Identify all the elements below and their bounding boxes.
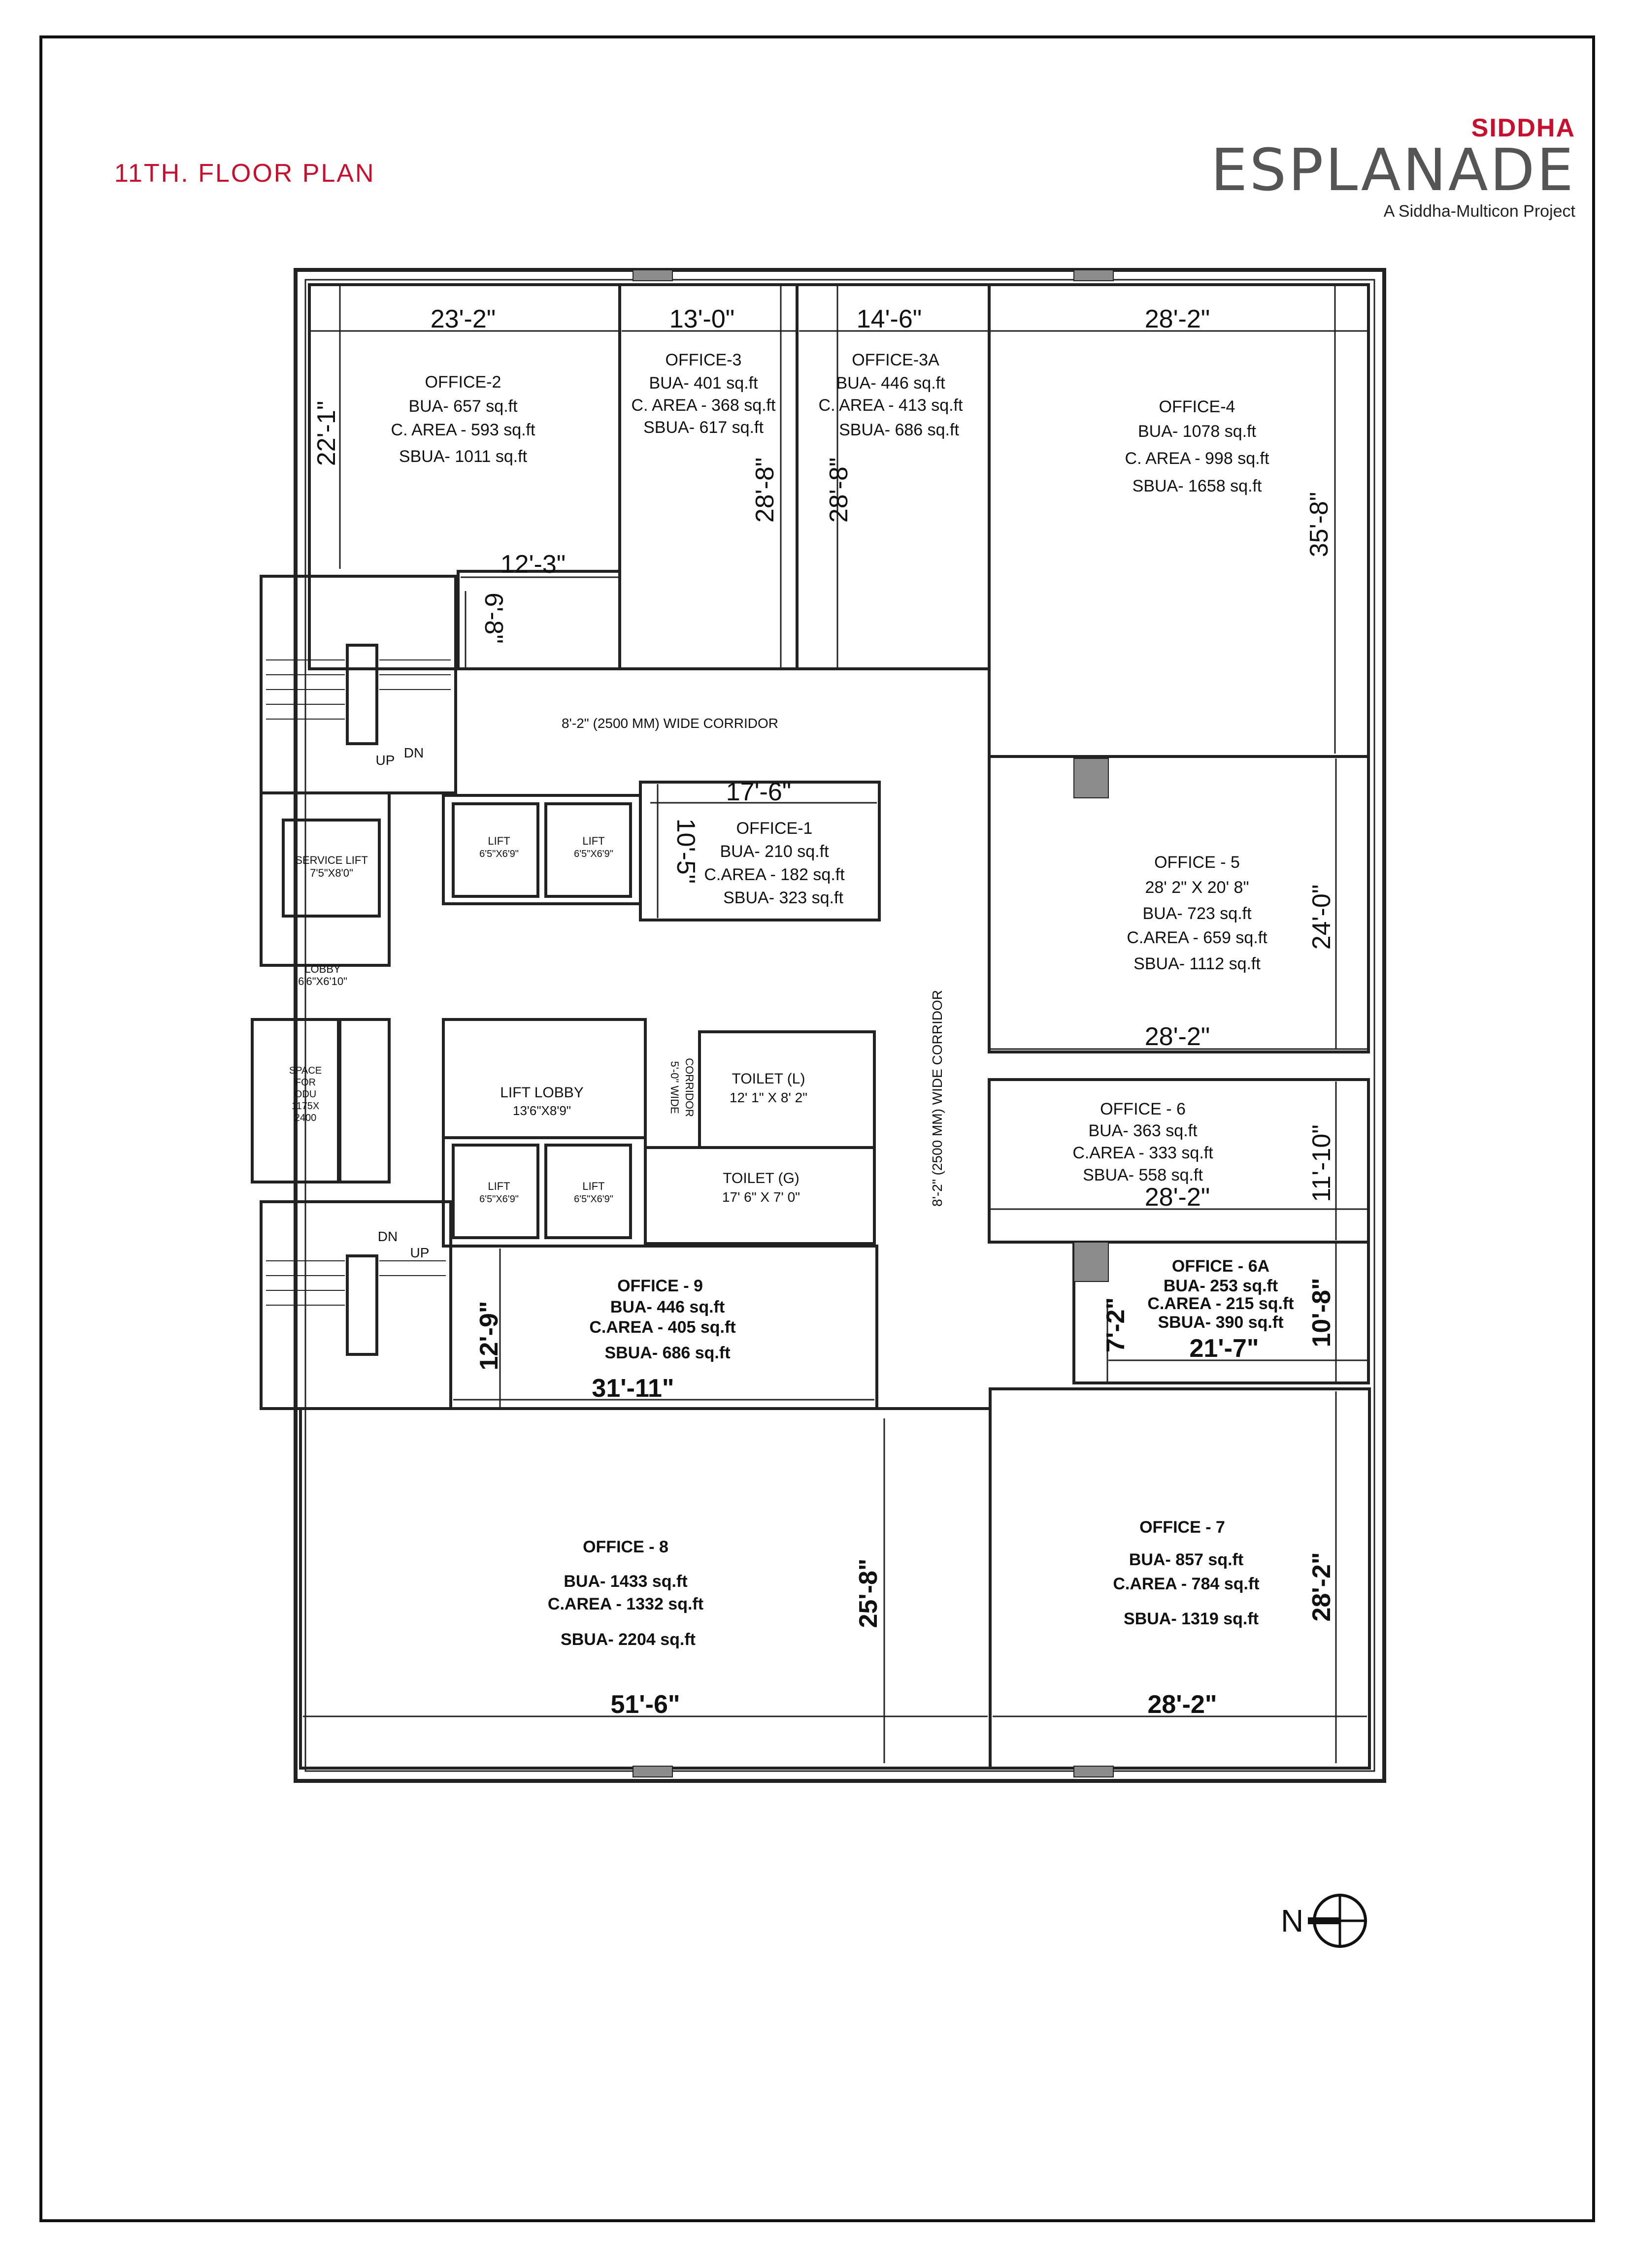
service-block [1074,1242,1108,1282]
office-1-name: OFFICE-1 [736,819,813,838]
office-2-room [309,285,620,669]
dim-o1-h: 10'-5" [671,818,700,884]
dim-o6a-w: 21'-7" [1189,1334,1259,1363]
dim-o4-w: 28'-2" [1144,305,1210,333]
office-2-carea: C. AREA - 593 sq.ft [391,421,535,439]
lift-label: LIFT [582,1180,605,1192]
dim-o2-w: 23'-2" [430,305,496,333]
brand-top: SIDDHA [1471,114,1575,142]
stair-top-well [347,645,377,744]
office-6-name: OFFICE - 6 [1100,1100,1186,1118]
office-2-sbua: SBUA- 1011 sq.ft [399,447,528,466]
dim-o3a-w: 14'-6" [856,305,922,333]
dim-o3a-h: 28'-8" [825,457,853,523]
stair-dn-label: DN [403,745,424,760]
column-block [633,270,672,281]
plan-title: 11TH. FLOOR PLAN [114,159,375,188]
corridor-label-vertical: 8'-2" (2500 MM) WIDE CORRIDOR [930,989,945,1207]
office-5-name: OFFICE - 5 [1154,853,1240,872]
office-7-bua: BUA- 857 sq.ft [1129,1550,1244,1569]
office-6a-carea: C.AREA - 215 sq.ft [1147,1294,1294,1313]
office-9-sbua: SBUA- 686 sq.ft [604,1344,731,1362]
lift-size: 6'5"X6'9" [574,1194,613,1205]
odu-label: FOR [295,1077,316,1088]
dim-o3-w: 13'-0" [669,305,735,333]
stair-dn-label: DN [377,1229,398,1244]
odu-label: ODU [294,1089,317,1100]
office-6-carea: C.AREA - 333 sq.ft [1072,1144,1213,1162]
office-3-bua: BUA- 401 sq.ft [649,374,758,393]
office-4-sbua: SBUA- 1658 sq.ft [1132,477,1262,495]
dim-o8-h: 25'-8" [854,1558,883,1628]
toilet-l-size: 12' 1" X 8' 2" [729,1090,808,1105]
office-3a-name: OFFICE-3A [852,351,939,369]
office-8-name: OFFICE - 8 [583,1538,668,1556]
lift-size: 6'5"X6'9" [479,1194,519,1205]
office-4-name: OFFICE-4 [1159,397,1235,416]
lift-size: 6'5"X6'9" [479,849,519,859]
office-6a-bua: BUA- 253 sq.ft [1163,1277,1278,1295]
office-5-size: 28' 2" X 20' 8" [1145,878,1249,897]
service-block [1074,758,1108,798]
dim-o8-w: 51'-6" [610,1690,680,1719]
office-6a-sbua: SBUA- 390 sq.ft [1158,1313,1284,1332]
office-9-name: OFFICE - 9 [617,1277,703,1295]
odu-label: 2400 [294,1113,317,1123]
toilet-g-size: 17' 6" X 7' 0" [722,1189,800,1205]
lift-label: LIFT [582,835,605,847]
dim-o9-h: 12'-9" [475,1301,503,1371]
stair-up-label: UP [375,753,395,768]
service-lift-size: 7'5"X8'0" [310,867,353,879]
north-label: N [1281,1903,1304,1939]
office-7-sbua: SBUA- 1319 sq.ft [1124,1610,1259,1628]
brand-sub: A Siddha-Multicon Project [1383,202,1575,221]
dim-o5-h: 24'-0" [1307,884,1336,950]
dim-o2-h: 22'-1" [312,400,341,466]
lobby-size: 6'6"X6'10" [298,975,347,987]
stair-bottom-well [347,1256,377,1354]
north-arrow [1281,1894,1367,1948]
stair-top [261,576,456,793]
office-6-bua: BUA- 363 sq.ft [1088,1121,1198,1140]
office-2-name: OFFICE-2 [425,373,501,392]
odu-label: 1175X [291,1101,320,1112]
lift-label: LIFT [488,1180,510,1192]
office-1-bua: BUA- 210 sq.ft [720,842,829,861]
dim-o3-h: 28'-8" [751,457,779,523]
office-1-sbua: SBUA- 323 sq.ft [723,888,843,907]
office-7-carea: C.AREA - 784 sq.ft [1113,1575,1260,1593]
dim-o6-w: 28'-2" [1144,1183,1210,1212]
dim-o1-w: 17'-6" [726,778,792,806]
toilet-g-label: TOILET (G) [723,1170,800,1186]
lift-lobby-label: LIFT LOBBY [500,1085,584,1101]
lift-lobby-size: 13'6"X8'9" [512,1103,571,1118]
office-9-bua: BUA- 446 sq.ft [610,1298,725,1316]
shaft-block [340,1019,389,1182]
office-6-sbua: SBUA- 558 sq.ft [1083,1166,1203,1184]
column-block [1074,1766,1113,1777]
dim-o7-w: 28'-2" [1147,1690,1217,1719]
office-4-carea: C. AREA - 998 sq.ft [1125,449,1269,468]
office-9-carea: C.AREA - 405 sq.ft [589,1318,736,1337]
corridor-5-label: 5'-0" WIDE [668,1061,681,1114]
lift-label: LIFT [488,835,510,847]
lift-size: 6'5"X6'9" [574,849,613,859]
office-5-sbua: SBUA- 1112 sq.ft [1133,954,1261,973]
stair-up-label: UP [410,1245,430,1260]
office-8-bua: BUA- 1433 sq.ft [564,1572,688,1591]
office-1-carea: C.AREA - 182 sq.ft [704,865,845,884]
dim-o6a-h2: 7'-2" [1101,1297,1130,1353]
office-3a-carea: C. AREA - 413 sq.ft [818,396,963,415]
brand-main: ESPLANADE [1210,136,1575,204]
dim-o6-h: 11'-10" [1307,1124,1336,1202]
office-6a-name: OFFICE - 6A [1171,1257,1270,1276]
lobby-label: LOBBY [304,963,341,975]
office-7-name: OFFICE - 7 [1139,1518,1225,1537]
dim-o2-h2: 6'-8" [479,592,508,644]
office-5-bua: BUA- 723 sq.ft [1142,904,1252,923]
column-block [1074,270,1113,281]
toilet-l-label: TOILET (L) [732,1071,805,1087]
corridor-5-label-b: CORRIDOR [683,1058,696,1117]
service-lift-label: SERVICE LIFT [295,854,368,866]
odu-label: SPACE [289,1065,322,1076]
dim-o4-h: 35'-8" [1305,492,1333,558]
office-3-sbua: SBUA- 617 sq.ft [643,418,764,437]
office-3-carea: C. AREA - 368 sq.ft [631,396,776,415]
office-5-carea: C.AREA - 659 sq.ft [1127,928,1267,947]
office-3-name: OFFICE-3 [665,351,742,369]
dim-o2-w2: 12'-3" [500,550,566,579]
dim-o5-w: 28'-2" [1144,1022,1210,1051]
office-8-sbua: SBUA- 2204 sq.ft [561,1630,696,1649]
corridor-label: 8'-2" (2500 MM) WIDE CORRIDOR [561,716,779,731]
office-2-bua: BUA- 657 sq.ft [408,397,518,416]
dim-o6a-h: 10'-8" [1307,1278,1336,1348]
dim-o9-w: 31'-11" [592,1374,674,1403]
office-8-carea: C.AREA - 1332 sq.ft [547,1595,704,1613]
office-3a-sbua: SBUA- 686 sq.ft [839,421,959,439]
office-3a-bua: BUA- 446 sq.ft [836,374,945,393]
dim-o7-h: 28'-2" [1307,1552,1336,1622]
office-4-bua: BUA- 1078 sq.ft [1137,422,1257,441]
column-block [633,1766,672,1777]
